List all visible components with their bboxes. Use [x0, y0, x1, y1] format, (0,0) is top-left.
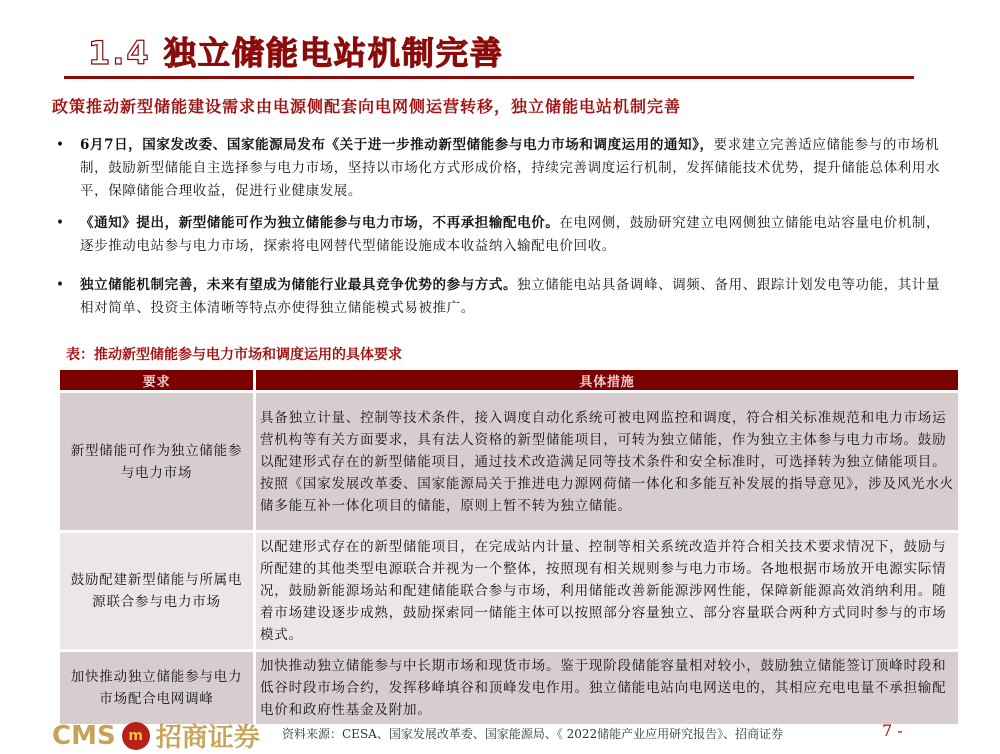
logo-cn: 招商证券: [155, 723, 260, 753]
logo-en: CMS: [52, 720, 116, 751]
bullet-bold-text: 6月7日，国家发改委、国家能源局发布《关于进一步推动新型储能参与电力市场和调度运用的通知》，: [80, 137, 714, 153]
bullet-icon: •: [56, 215, 65, 231]
page-number: 7 -: [882, 721, 903, 740]
section-subtitle: 政策推动新型储能建设需求由电源侧配套向电网侧运营转移，独立储能电站机制完善: [52, 97, 682, 116]
table-caption: 表：推动新型储能参与电力市场和调度运用的具体要求: [66, 347, 402, 363]
footer: [0, 715, 1000, 753]
detail-cell: 加快推动独立储能参与中长期市场和现货市场。鉴于现阶段储能容量相对较小，鼓励独立储能签订顶峰时段和低谷时段市场合约，发挥移峰填谷和顶峰发电作用。独立储能电站向电网送电的，其相应充电电量不承担输配电价和政府性基金及附加。: [256, 652, 958, 724]
cms-logo: [52, 717, 260, 754]
requirement-cell: 鼓励配建新型储能与所属电源联合参与电力市场: [60, 533, 256, 649]
detail-cell: 具备独立计量、控制等技术条件，接入调度自动化系统可被电网监控和调度，符合相关标准规范和电力市场运营机构等有关方面要求，具有法人资格的新型储能项目，可转为独立储能，作为独立主体参与电力市场。鼓励以配建形式存在的新型储能项目，通过技术改造满足同等技术条件和安全标准时，可选择转为独立储能项目。按照《国家发展改革委、国家能源局关于推进电力源网荷储一体化和多能互补发展的指导意见》，涉及风光水火储多能互补一体化项目的储能，原则上暂不转为独立储能。: [256, 393, 958, 530]
bullet-item: [56, 212, 946, 258]
bullet-icon: •: [56, 137, 65, 153]
requirement-cell: 加快推动独立储能参与电力市场配合电网调峰: [60, 652, 256, 724]
source-note: 资料来源：CESA、国家发展改革委、国家能源局、《 2022储能产业应用研究报告》、招商证券: [282, 727, 784, 741]
requirement-cell: 新型储能可作为独立储能参与电力市场: [60, 393, 256, 530]
bullet-bold-text: 《通知》提出，新型储能可作为独立储能参与电力市场，不再承担输配电价。: [80, 215, 560, 231]
table-row: [60, 652, 958, 724]
bullet-text: 独立储能电站具备调峰、调频、备用、跟踪计划发电等功能，其计量相对简单、投资主体清晰等特点亦使得独立储能模式易被推广。: [80, 277, 941, 316]
table-row: [60, 393, 958, 530]
title-divider: [64, 76, 914, 79]
requirements-table: [60, 367, 958, 727]
logo-badge-icon: m: [122, 722, 150, 750]
table-row: [60, 533, 958, 649]
bullet-text: 要求建立完善适应储能参与的市场机制，鼓励新型储能自主选择参与电力市场，坚持以市场化方式形成价格，持续完善调度运行机制，发挥储能技术优势，提升储能总体利用水平，保障储能合理收益，促进行业健康发展。: [80, 137, 941, 199]
detail-cell: 以配建形式存在的新型储能项目，在完成站内计量、控制等相关系统改造并符合相关技术要求情况下，鼓励与所配建的其他类型电源联合并视为一个整体，按照现有相关规则参与电力市场。各地根据市场放开电源实际情况，鼓励新能源场站和配建储能联合参与市场，利用储能改善新能源涉网性能，保障新能源高效消纳利用。随着市场建设逐步成熟，鼓励探索同一储能主体可以按照部分容量独立、部分容量联合两种方式同时参与的市场模式。: [256, 533, 958, 649]
bullet-item: [56, 274, 946, 320]
bullet-text: 在电网侧，鼓励研究建立电网侧独立储能电站容量电价机制，逐步推动电站参与电力市场，探索将电网替代型储能设施成本收益纳入输配电价回收。: [80, 215, 941, 254]
bullet-icon: •: [56, 277, 65, 293]
header-measures: 具体措施: [256, 370, 958, 390]
page-title: 1.4 独立储能电站机制完善: [88, 34, 504, 72]
header-requirement: 要求: [60, 370, 256, 390]
table-header: [60, 370, 958, 390]
bullet-bold-text: 独立储能机制完善，未来有望成为储能行业最具竞争优势的参与方式。: [80, 277, 518, 293]
bullet-item: [56, 134, 946, 203]
